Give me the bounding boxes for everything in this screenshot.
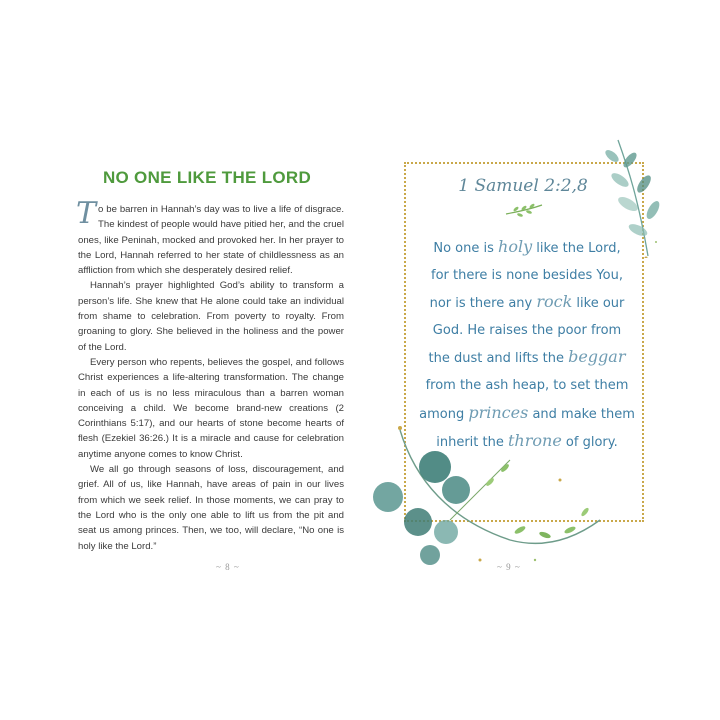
paragraph-2: Hannah’s prayer highlighted God’s ability to transform a person’s life. She knew that He alone could take an individual from shame to celebration. From poverty to royalty. From groaning to glory. She believed in the holiness and the power of the Lord. — [78, 280, 344, 353]
verse-line — [416, 289, 638, 318]
verse-text: No one is — [433, 241, 499, 256]
verse-text: like the Lord, — [532, 241, 621, 256]
verse-text: like our — [572, 296, 625, 312]
verse-text: and make them — [528, 406, 635, 422]
verse-line — [416, 318, 638, 345]
devotional-text — [76, 196, 344, 554]
verse-text: inherit the — [436, 435, 508, 451]
page-title: NO ONE LIKE THE LORD — [102, 168, 312, 187]
verse-text: the dust and lifts the — [428, 351, 569, 367]
highlight-word: rock — [536, 292, 573, 312]
verse-line — [416, 373, 638, 400]
scripture-reference: 1 Samuel 2:2,8 — [458, 176, 588, 196]
drop-cap: T — [76, 196, 97, 231]
sprig-icon — [504, 202, 544, 218]
verse-text: for there is none besides You, — [431, 267, 623, 283]
verse-text: from the ash heap, to set them — [425, 377, 629, 393]
highlight-word: beggar — [568, 347, 626, 367]
paragraph-3: Every person who repents, believes the gospel, and follows Christ experiences a life-altering transformation. The change in each of us is no less miraculous than a barren woman conceiving a child. We become brand-new creations (2 Corinthians 5:17), and our hearts of stone become hearts of flesh (Ezekiel 36:26.) It is a miracle and cause for celebration anytime anyone comes to know Christ. — [78, 356, 344, 460]
verse-line — [416, 344, 638, 373]
verse-text: among — [419, 406, 469, 422]
eucalyptus-branch-icon — [360, 420, 610, 590]
paragraph-1: To be barren in Hannah’s day was to live a life of disgrace. The kindest of people would have pitied her, and the cruel ones, like Peninah, mocked and provoked her. In her prayer to the Lord, Hannah referred to her state of childlessness as an affliction from which she desperately desired relief. — [76, 196, 344, 277]
eucalyptus-leaves-icon — [598, 138, 668, 258]
verse-text: nor is there any — [429, 296, 537, 312]
verse-text: God. He raises the poor from — [432, 322, 622, 338]
page-number: ~ 8 ~ — [216, 562, 240, 572]
paragraph-4: We all go through seasons of loss, discouragement, and grief. All of us, like Hannah, have areas of pain in our lives from which we seek relief. In those moments, we can pray to the Lord who is the only one able to lift us from the pit and seat us among princes. Then, we too, will declare, “No one is holy like the Lord.” — [78, 464, 344, 552]
verse-text: of glory. — [561, 435, 618, 451]
page-number: ~ 9 ~ — [497, 562, 521, 572]
left-page — [70, 150, 344, 590]
highlight-word: princes — [468, 402, 529, 422]
highlight-word: throne — [508, 431, 562, 451]
highlight-word: holy — [498, 237, 533, 256]
verse-line — [416, 263, 638, 290]
